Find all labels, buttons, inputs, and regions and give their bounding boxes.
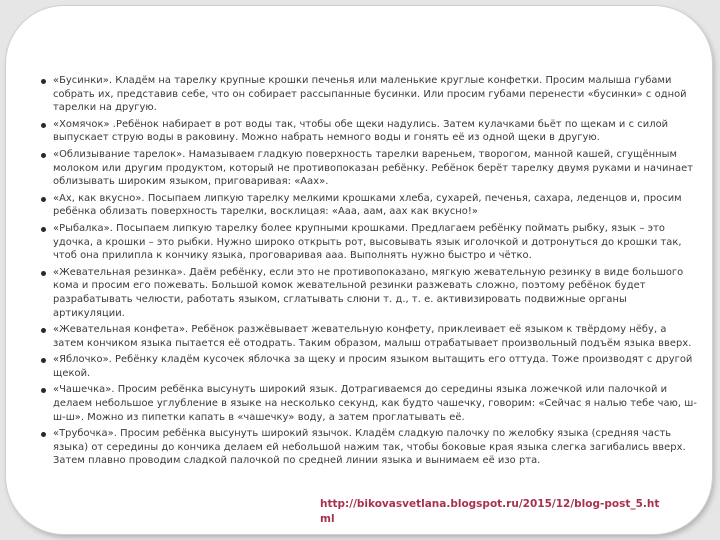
bullet-icon <box>41 197 46 202</box>
list-item-text: «Рыбалка». Посыпаем липкую тарелку более крупными крошками. Предлагаем ребёнку поймать рыбку, язык – это удочка, а крошки – это рыбки. Нужно широко открыть рот, высовывать язык иголочкой и дотронуться до крошки так, чтоб она прилипла к кончику языка, проговаривая ааа. Выполнять нужно быстро и чётко. <box>53 222 682 262</box>
list-item-text: «Чашечка». Просим ребёнка высунуть широкий язык. Дотрагиваемся до середины языка ложечкой или палочкой и делаем небольшое углубление в языке на несколько секунд, как будто чашечку, говорим: «Сейчас я налью тебе чаю, ш-ш-ш». Можно из пипетки капать в «чашечку» воду, а затем проглатывать её. <box>53 384 697 423</box>
list-item <box>41 427 699 468</box>
list-item <box>41 74 699 115</box>
list-item-text: «Хомячок» .Ребёнок набирает в рот воды так, чтобы обе щеки надулись. Затем кулачками бьёт по щекам и с силой выпускает струю воды в раковину. Можно набрать немного воды и гонять её из одной щеки в другую. <box>53 118 669 144</box>
bullet-icon <box>41 271 46 276</box>
list-item <box>41 353 699 380</box>
bullet-icon <box>41 388 46 393</box>
bullet-icon <box>41 358 46 363</box>
list-item <box>41 266 699 320</box>
bullet-list <box>41 74 699 471</box>
bullet-icon <box>41 153 46 158</box>
bullet-icon <box>41 123 46 128</box>
list-item <box>41 222 699 263</box>
list-item <box>41 148 699 189</box>
list-item-text: «Бусинки». Кладём на тарелку крупные крошки печенья или маленькие круглые конфетки. Просим малыша губами собрать их, представив себе, что он собирает рассыпанные бусинки. Или просим губами перенести «бусинки» с одной тарелки на другую. <box>53 75 687 114</box>
source-link[interactable]: http://bikovasvetlana.blogspot.ru/2015/12/blog-post_5.html <box>320 498 660 525</box>
list-item-text: «Ах, как вкусно». Посыпаем липкую тарелку мелкими крошками хлеба, сухарей, печенья, сахара, леденцов и, просим ребёнка облизать поверхность тарелки, восклицая: «Ааа, аам, аах как вкусно!» <box>53 192 682 218</box>
list-item-text: «Жевательная конфета». Ребёнок разжёвывает жевательную конфету, приклеивает её языком к твёрдому нёбу, а затем кончиком языка пытается её отодрать. Таким образом, малыш отрабатывает произвольный подъём языка вверх. <box>53 324 692 349</box>
bullet-icon <box>41 328 46 333</box>
list-item-text: «Облизывание тарелок». Намазываем гладкую поверхность тарелки вареньем, творогом, манной кашей, сгущённым молоком или другим продуктом, который не противопоказан ребёнку. Ребёнок берёт тарелку двумя руками и начинает облизывать широким языком, приговаривая: «Аах». <box>53 148 694 188</box>
list-item <box>41 383 699 424</box>
slide <box>6 6 712 534</box>
bullet-icon <box>41 79 46 84</box>
list-item-text: «Жевательная резинка». Даём ребёнку, если это не противопоказано, мягкую жевательную резинку в виде большого кома и просим его пожевать. Большой комок жевательной резинки разжевать сложно, поэтому ребёнок будет разрабатывать челюсти, работать языком, сглатывать слюни т. д., т. е. активизировать подвижные органы артикуляции. <box>53 266 684 319</box>
list-item <box>41 192 699 219</box>
list-item-text: «Яблочко». Ребёнку кладём кусочек яблочка за щеку и просим языком вытащить его оттуда. Тоже производят с другой щекой. <box>53 354 693 379</box>
bullet-icon <box>41 432 46 437</box>
list-item-text: «Трубочка». Просим ребёнка высунуть широкий язычок. Кладём сладкую палочку по желобку языка (средняя часть языка) от середины до кончика делаем ей небольшой нажим так, чтобы боковые края языка слегка загибались вверх. Затем плавно проводим сладкой палочкой по средней линии языка и вынимаем её изо рта. <box>53 428 686 467</box>
bullet-icon <box>41 227 46 232</box>
list-item <box>41 118 699 145</box>
list-item <box>41 323 699 350</box>
